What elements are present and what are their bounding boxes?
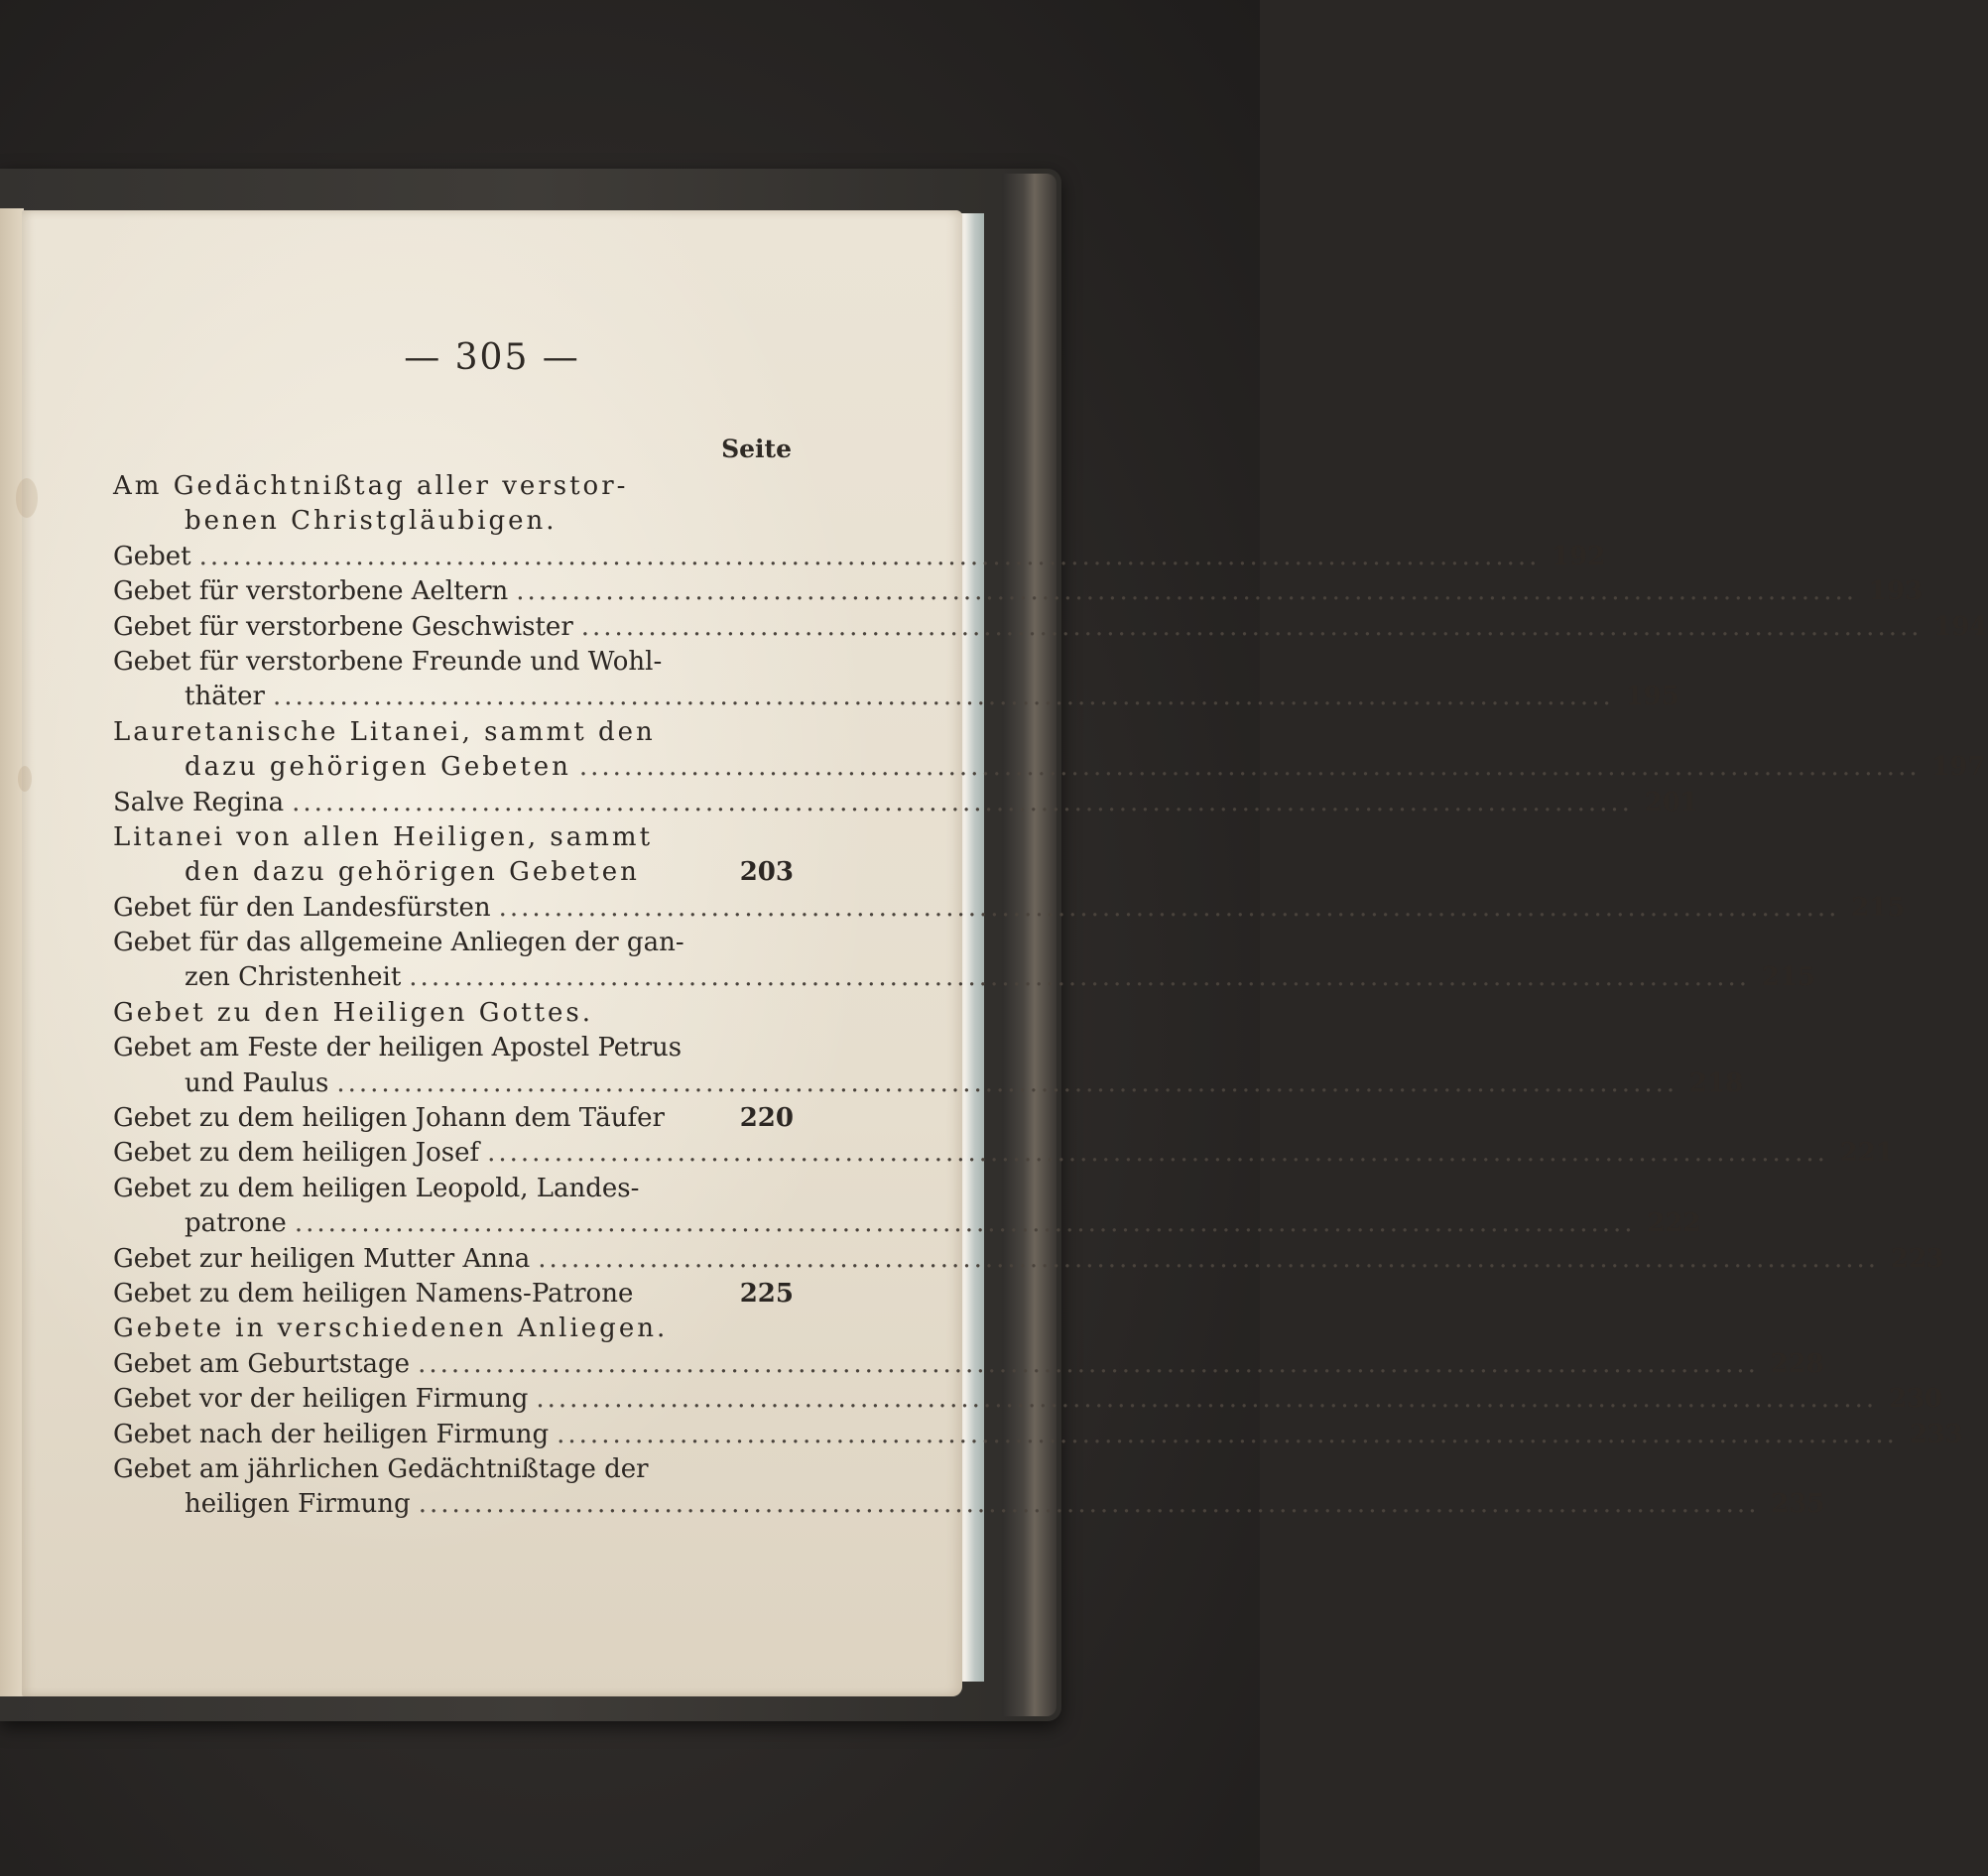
toc-entry-title: Gebet für verstorbene Freunde und Wohl-: [113, 646, 663, 677]
toc-entry: [113, 574, 1924, 609]
dot-leader: [295, 1206, 1636, 1241]
toc-entry: [113, 1487, 1825, 1522]
paper-stain: [18, 766, 32, 792]
toc-entry-page: 233: [1909, 1419, 1963, 1449]
toc-entry-page: 230: [1888, 1384, 1943, 1415]
dot-leader: [336, 1066, 1677, 1101]
toc-entry-page: 222: [1647, 1208, 1701, 1239]
toc-entry: [113, 1418, 1963, 1452]
toc-entry-page: 201: [1644, 787, 1698, 817]
toc-entry-title: Gebet zu dem heiligen Josef: [113, 1138, 480, 1169]
toc-entry-page: 193: [1868, 576, 1924, 607]
toc-entry: [113, 820, 794, 855]
toc-entry-title: den dazu gehörigen Gebeten: [185, 857, 640, 888]
toc-entry-page: 203: [739, 857, 794, 888]
toc-entry: [113, 996, 794, 1031]
toc-entry-page: 223: [1890, 1243, 1945, 1274]
dot-leader: [418, 1347, 1759, 1382]
toc-entry-title: patrone: [185, 1208, 287, 1239]
facing-page-edge: [0, 208, 24, 1696]
toc-entry: [113, 750, 1986, 785]
toc-entry-page: 235: [1771, 1489, 1825, 1520]
toc-entry: [113, 1382, 1943, 1417]
toc-entry: [113, 1031, 794, 1065]
toc-entry: [113, 1347, 1824, 1382]
dot-leader: [419, 1487, 1760, 1522]
toc-entry-page: 197: [1931, 752, 1986, 783]
toc-entry-page: 194: [1933, 611, 1988, 642]
dot-leader: [557, 1418, 1898, 1452]
dot-leader: [536, 1382, 1877, 1417]
toc-entry: [113, 610, 1988, 645]
dot-leader: [199, 540, 1541, 574]
toc-entry: [113, 1101, 794, 1136]
toc-entry-title: Gebet für den Landesfürsten: [113, 892, 491, 923]
toc-entry-page: 218: [1688, 1067, 1744, 1098]
toc-entry: [113, 1136, 1894, 1171]
toc-entry: [113, 540, 1606, 574]
page-number: — 305 —: [404, 337, 580, 378]
toc-entry-title: Lauretanische Litanei, sammt den: [113, 716, 656, 747]
paper-stain: [16, 478, 38, 518]
toc-entry-title: Gebet für das allgemeine Anliegen der gan-: [113, 928, 684, 958]
dot-leader: [516, 574, 1857, 609]
toc-entry-title: Gebet vor der heiligen Firmung: [113, 1384, 529, 1415]
toc-entry-title: Gebet zu den Heiligen Gottes.: [113, 997, 594, 1028]
toc-entry-title: Gebete in verschiedenen Anliegen.: [113, 1313, 669, 1344]
toc-entry: [113, 680, 1679, 714]
toc-entry-page: 195: [1625, 682, 1679, 712]
toc-entry: [113, 960, 1816, 995]
toc-entry-page: 215: [1851, 892, 1906, 923]
toc-entry: [113, 1206, 1701, 1241]
toc-entry-title: Gebet nach der heiligen Firmung: [113, 1419, 550, 1449]
toc-entry: [113, 504, 794, 539]
toc-entry-page: 228: [1770, 1348, 1824, 1379]
toc-entry-title: und Paulus: [185, 1067, 329, 1098]
toc-entry-title: thäter: [185, 682, 265, 712]
toc-entry: [113, 786, 1698, 820]
toc-entry-title: Gebet zu dem heiligen Johann dem Täufer: [113, 1103, 665, 1134]
toc-entry-title: Gebet am Geburtstage: [113, 1348, 411, 1379]
toc-entry: [113, 645, 794, 680]
toc-entry-title: heiligen Firmung: [185, 1489, 411, 1520]
toc-entry-title: Litanei von allen Heiligen, sammt: [113, 821, 654, 852]
toc-entry-title: Am Gedächtnißtag aller verstor-: [113, 471, 629, 501]
column-header: Seite: [721, 435, 792, 463]
toc-entry-page: 225: [739, 1278, 794, 1309]
dot-leader: [487, 1136, 1828, 1171]
toc-entry-page: 221: [1839, 1138, 1894, 1169]
dot-leader: [292, 786, 1633, 820]
toc-entry-page: 215: [1761, 962, 1816, 993]
toc-entry-title: Gebet für verstorbene Aeltern: [113, 576, 509, 607]
toc-entry: [113, 1066, 1744, 1101]
toc-entry-title: Gebet zu dem heiligen Leopold, Landes-: [113, 1173, 640, 1203]
dot-leader: [409, 960, 1750, 995]
toc-entry: [113, 715, 794, 750]
table-of-contents: [113, 469, 1988, 1523]
toc-entry-page: 220: [739, 1103, 794, 1134]
toc-entry: [113, 1172, 794, 1206]
toc-entry: [113, 1452, 794, 1487]
toc-entry: [113, 926, 794, 960]
toc-entry-title: Gebet am jährlichen Gedächtnißtage der: [113, 1453, 649, 1484]
toc-entry: [113, 469, 794, 504]
toc-entry: [113, 1277, 794, 1312]
toc-entry: [113, 1312, 794, 1346]
toc-entry-title: Gebet: [113, 541, 191, 571]
toc-entry: [113, 1242, 1945, 1277]
dot-leader: [499, 891, 1840, 926]
toc-entry-title: Gebet am Feste der heiligen Apostel Petrus: [113, 1033, 683, 1063]
toc-entry-title: Gebet zur heiligen Mutter Anna: [113, 1243, 531, 1274]
toc-entry-title: zen Christenheit: [185, 962, 402, 993]
dot-leader: [579, 750, 1921, 785]
toc-entry-title: dazu gehörigen Gebeten: [185, 752, 571, 783]
book-cover-edge: [1002, 174, 1056, 1716]
toc-entry-title: Gebet zu dem heiligen Namens-Patrone: [113, 1278, 634, 1309]
dot-leader: [273, 680, 1614, 714]
toc-entry: [113, 855, 794, 890]
toc-entry-title: Gebet für verstorbene Geschwister: [113, 611, 573, 642]
toc-entry-title: Salve Regina: [113, 787, 285, 817]
toc-entry-title: benen Christgläubigen.: [185, 506, 558, 537]
toc-entry-page: 192: [1552, 541, 1606, 571]
dot-leader: [538, 1242, 1879, 1277]
toc-entry: [113, 891, 1906, 926]
dot-leader: [581, 610, 1923, 645]
